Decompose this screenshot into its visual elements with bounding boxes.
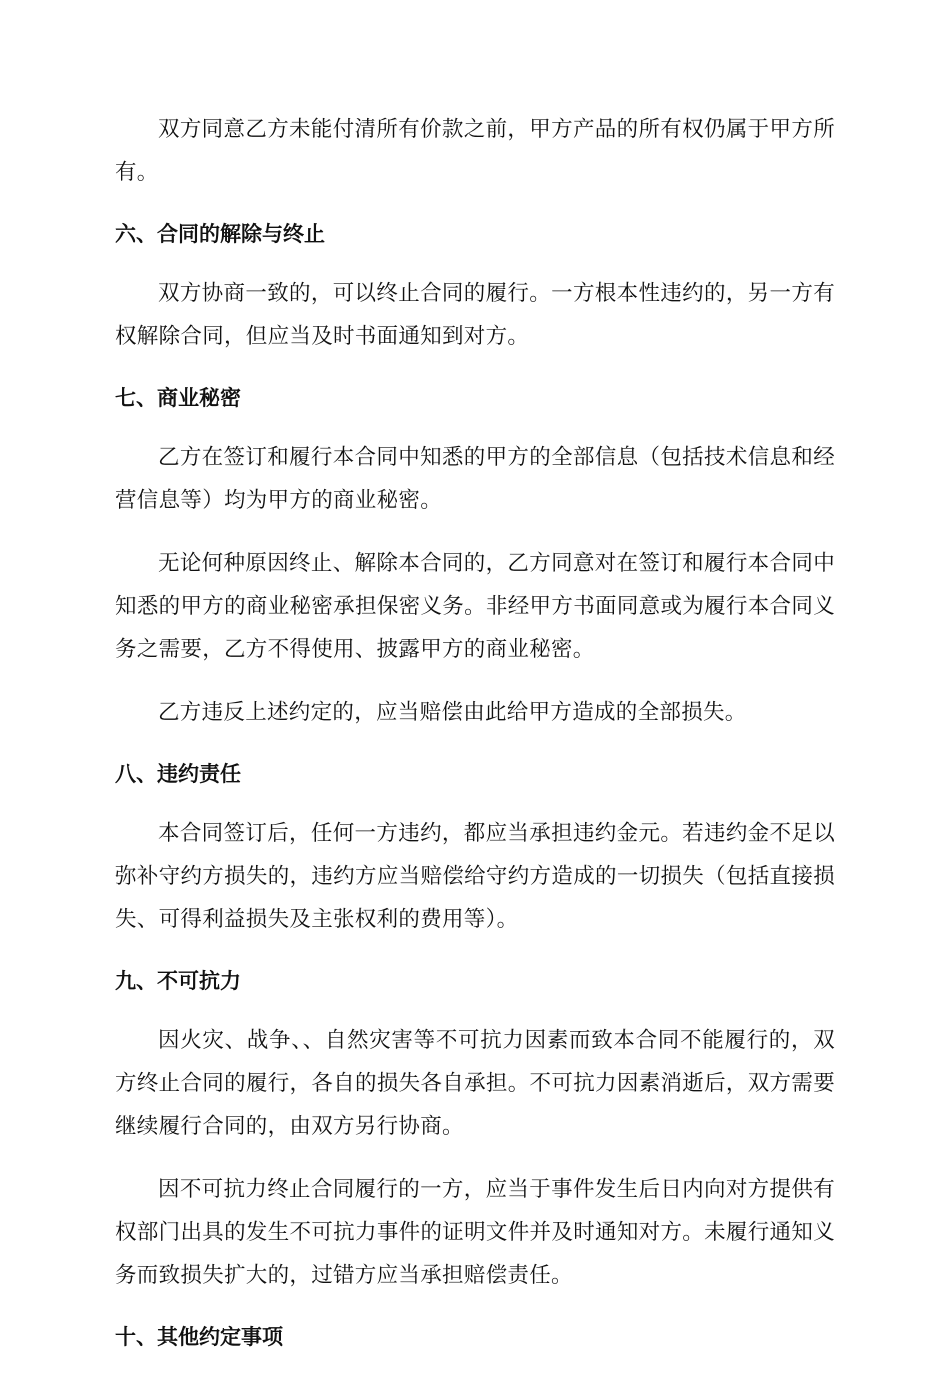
paragraph-termination: 双方协商一致的，可以终止合同的履行。一方根本性违约的，另一方有权解除合同，但应当及时书面通知到对方。 (115, 281, 835, 349)
paragraph-ownership: 双方同意乙方未能付清所有价款之前，甲方产品的所有权仍属于甲方所有。 (115, 117, 835, 185)
paragraph-liability: 本合同签订后，任何一方违约，都应当承担违约金元。若违约金不足以弥补守约方损失的，违约方应当赔偿给守约方造成的一切损失（包括直接损失、可得利益损失及主张权利的费用等）。 (115, 821, 835, 932)
paragraph-trade-secret-obligation: 无论何种原因终止、解除本合同的，乙方同意对在签订和履行本合同中知悉的甲方的商业秘密承担保密义务。非经甲方书面同意或为履行本合同义务之需要，乙方不得使用、披露甲方的商业秘密。 (115, 551, 835, 662)
paragraph-trade-secret-breach: 乙方违反上述约定的，应当赔偿由此给甲方造成的全部损失。 (158, 700, 747, 725)
section-heading-trade-secret: 七、商业秘密 (115, 386, 241, 410)
section-heading-liability: 八、违约责任 (115, 762, 241, 786)
document-page (115, 108, 835, 1375)
section-heading-termination: 六、合同的解除与终止 (115, 222, 325, 246)
section-heading-force-majeure: 九、不可抗力 (115, 969, 241, 993)
paragraph-force-majeure-notice: 因不可抗力终止合同履行的一方，应当于事件发生后日内向对方提供有权部门出具的发生不可抗力事件的证明文件并及时通知对方。未履行通知义务而致损失扩大的，过错方应当承担赔偿责任。 (115, 1177, 835, 1288)
section-heading-other-matters: 十、其他约定事项 (115, 1325, 283, 1349)
paragraph-trade-secret-scope: 乙方在签订和履行本合同中知悉的甲方的全部信息（包括技术信息和经营信息等）均为甲方的商业秘密。 (115, 445, 835, 513)
paragraph-force-majeure-effect: 因火灾、战争、、自然灾害等不可抗力因素而致本合同不能履行的，双方终止合同的履行，各自的损失各自承担。不可抗力因素消逝后，双方需要继续履行合同的，由双方另行协商。 (115, 1028, 835, 1139)
